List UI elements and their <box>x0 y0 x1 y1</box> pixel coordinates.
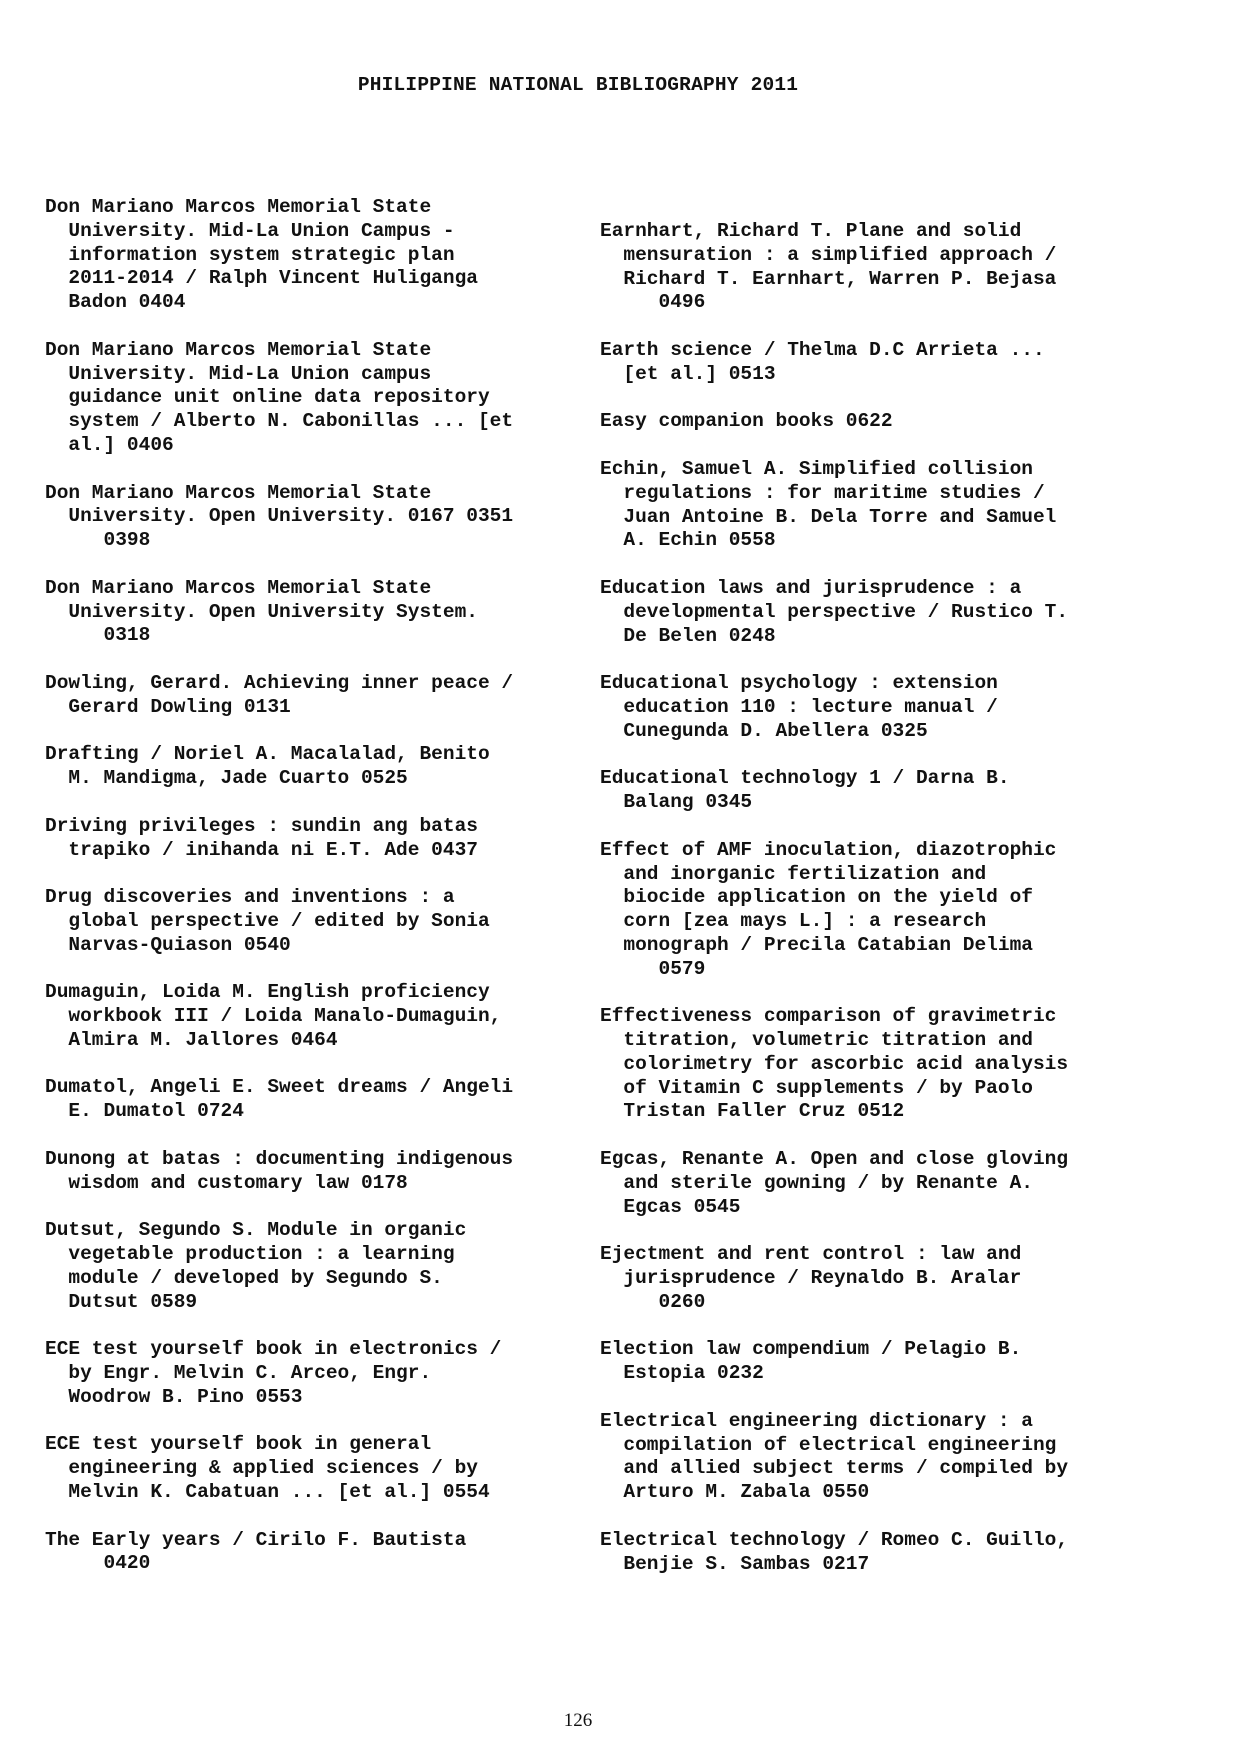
bibliography-entry: Election law compendium / Pelagio B. Estopia 0232 <box>600 1338 1022 1385</box>
bibliography-entry: Education laws and jurisprudence : a developmental perspective / Rustico T. De Belen 0248 <box>600 576 1069 647</box>
bibliography-entry: Dunong at batas : documenting indigenous wisdom and customary law 0178 <box>45 1147 514 1194</box>
bibliography-entry: Drug discoveries and inventions : a global perspective / edited by Sonia Narvas-Quiason 0540 <box>45 886 490 956</box>
bibliography-column-right <box>600 220 1160 1600</box>
bibliography-entry: Dumaguin, Loida M. English proficiency workbook III / Loida Manalo-Dumaguin, Almira M. Jallores 0464 <box>45 981 502 1051</box>
bibliography-entry: Ejectment and rent control : law and jurisprudence / Reynaldo B. Aralar 0260 <box>600 1243 1022 1313</box>
bibliography-entry: Electrical engineering dictionary : a compilation of electrical engineering and allied subject terms / compiled by Arturo M. Zabala 0550 <box>600 1409 1069 1504</box>
page-title: PHILIPPINE NATIONAL BIBLIOGRAPHY 2011 <box>357 74 799 96</box>
bibliography-entry: Don Mariano Marcos Memorial State University. Open University System. 0318 <box>45 576 478 647</box>
bibliography-entry: Earnhart, Richard T. Plane and solid mensuration : a simplified approach / Richard T. Earnhart, Warren P. Bejasa 0496 <box>600 220 1057 314</box>
bibliography-entry: Don Mariano Marcos Memorial State University. Open University. 0167 0351 0398 <box>45 481 514 552</box>
bibliography-entry: Electrical technology / Romeo C. Guillo, Benjie S. Sambas 0217 <box>600 1528 1069 1575</box>
bibliography-entry: Drafting / Noriel A. Macalalad, Benito M. Mandigma, Jade Cuarto 0525 <box>45 743 490 790</box>
bibliography-entry: Effectiveness comparison of gravimetric titration, volumetric titration and colorimetry for ascorbic acid analysis of Vitamin C supplements / by Paolo Tristan Faller Cruz 0512 <box>600 1005 1069 1123</box>
bibliography-entry: ECE test yourself book in electronics / by Engr. Melvin C. Arceo, Engr. Woodrow B. Pino 0553 <box>45 1338 502 1408</box>
bibliography-entry: Educational psychology : extension education 110 : lecture manual / Cunegunda D. Abellera 0325 <box>600 672 998 742</box>
bibliography-entry: Driving privileges : sundin ang batas trapiko / inihanda ni E.T. Ade 0437 <box>45 814 478 861</box>
bibliography-entry: Earth science / Thelma D.C Arrieta ... [et al.] 0513 <box>600 338 1045 385</box>
bibliography-entry: Effect of AMF inoculation, diazotrophic and inorganic fertilization and biocide application on the yield of corn [zea mays L.] : a research monograph / Precila Catabian Delima 0579 <box>600 838 1057 980</box>
bibliography-entry: Don Mariano Marcos Memorial State University. Mid-La Union Campus - information system strategic plan 2011-2014 / Ralph Vincent Huliganga Badon 0404 <box>45 196 478 314</box>
bibliography-entry: Easy companion books 0622 <box>600 410 893 433</box>
bibliography-entry: Dumatol, Angeli E. Sweet dreams / Angeli E. Dumatol 0724 <box>45 1076 514 1123</box>
bibliography-column-left <box>45 196 605 1600</box>
bibliography-entry: The Early years / Cirilo F. Bautista 0420 <box>45 1528 467 1575</box>
bibliography-entry: Dutsut, Segundo S. Module in organic vegetable production : a learning module / developed by Segundo S. Dutsut 0589 <box>45 1219 467 1313</box>
page-number: 126 <box>563 1710 593 1731</box>
bibliography-entry: Echin, Samuel A. Simplified collision regulations : for maritime studies / Juan Antoine B. Dela Torre and Samuel A. Echin 0558 <box>600 457 1057 552</box>
bibliography-entry: Educational technology 1 / Darna B. Balang 0345 <box>600 767 1010 814</box>
bibliography-entry: Dowling, Gerard. Achieving inner peace / Gerard Dowling 0131 <box>45 671 514 718</box>
bibliography-entry: Egcas, Renante A. Open and close gloving and sterile gowning / by Renante A. Egcas 0545 <box>600 1148 1069 1218</box>
bibliography-entry: Don Mariano Marcos Memorial State University. Mid-La Union campus guidance unit online data repository system / Alberto N. Cabonillas ... [et al.] 0406 <box>45 338 514 456</box>
bibliography-entry: ECE test yourself book in general engineering & applied sciences / by Melvin K. Cabatuan ... [et al.] 0554 <box>45 1433 490 1504</box>
